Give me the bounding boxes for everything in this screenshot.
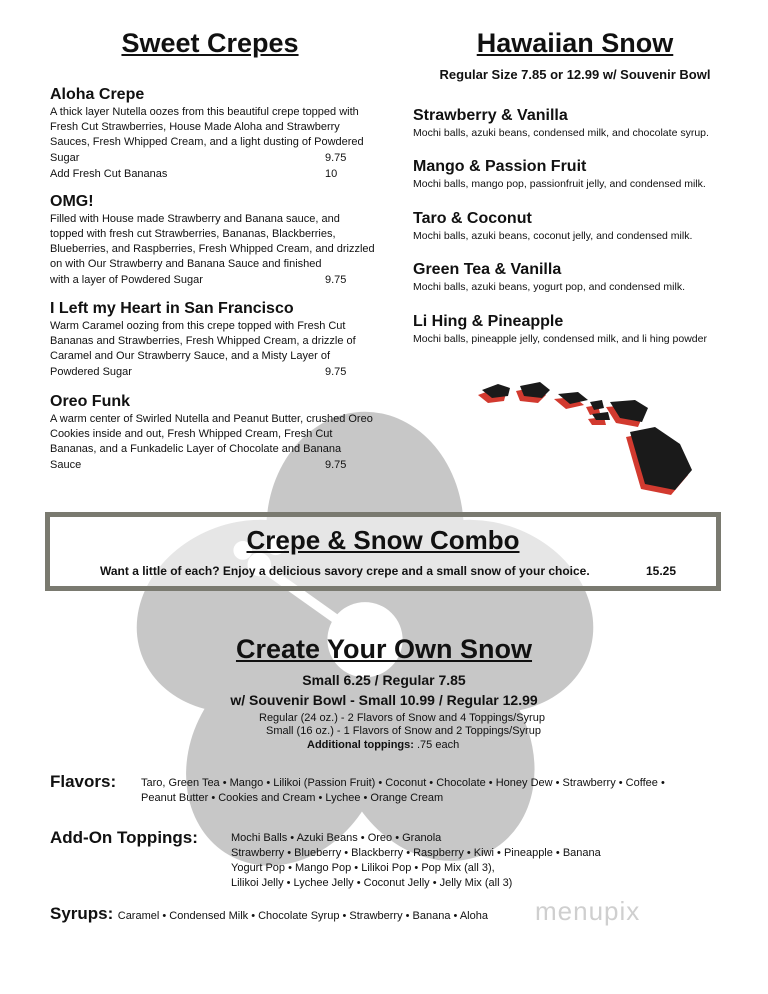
syrups-row xyxy=(50,904,488,924)
crepe-desc-tail: Sauce xyxy=(50,459,82,471)
toppings-line: Yogurt Pop • Mango Pop • Lilikoi Pop • Pop Mix (all 3), xyxy=(231,862,495,874)
toppings-list xyxy=(231,831,751,891)
crepe-price-row xyxy=(50,458,375,473)
crepe-price-row xyxy=(50,151,375,166)
snow-name: Mango & Passion Fruit xyxy=(413,158,587,175)
crepe-desc-tail: with a layer of Powdered Sugar xyxy=(50,274,203,286)
create-line2: w/ Souvenir Bowl - Small 10.99 / Regular 12.99 xyxy=(230,692,538,708)
additional-price: .75 each xyxy=(417,739,460,751)
crepe-name: OMG! xyxy=(50,193,94,210)
crepe-desc-tail: Powdered Sugar xyxy=(50,366,132,378)
combo-line xyxy=(100,564,676,578)
crepe-description: A thick layer Nutella oozes from this beautiful crepe topped with Fresh Cut Strawberries, House Made Aloha and Strawberry Sauces, Fresh Whipped Cream, and a light dusting of Powdered xyxy=(50,106,364,148)
snow-name: Green Tea & Vanilla xyxy=(413,261,562,278)
crepe-price: 9.75 xyxy=(325,274,347,286)
snow-item xyxy=(413,210,753,242)
create-line1: Small 6.25 / Regular 7.85 xyxy=(302,672,466,688)
crepe-item-aloha xyxy=(50,86,375,182)
combo-title: Crepe & Snow Combo xyxy=(246,525,520,555)
snow-description: Mochi balls, azuki beans, condensed milk, and chocolate syrup. xyxy=(413,127,709,139)
create-regular: Regular (24 oz.) - 2 Flavors of Snow and 4 Toppings/Syrup xyxy=(259,712,545,724)
create-small: Small (16 oz.) - 1 Flavors of Snow and 2 Toppings/Syrup xyxy=(266,725,541,737)
snow-item xyxy=(413,313,758,345)
flavors-line: Peanut Butter • Cookies and Cream • Lychee • Orange Cream xyxy=(141,792,444,804)
crepe-price: 9.75 xyxy=(325,459,347,471)
crepe-extra-row xyxy=(50,167,375,182)
toppings-line: Mochi Balls • Azuki Beans • Oreo • Granola xyxy=(231,832,442,844)
snow-description: Mochi balls, mango pop, passionfruit jelly, and condensed milk. xyxy=(413,178,706,190)
crepe-price-row xyxy=(50,365,375,380)
combo-box xyxy=(45,512,721,591)
sweet-crepes-title: Sweet Crepes xyxy=(121,28,299,58)
snow-description: Mochi balls, azuki beans, yogurt pop, and condensed milk. xyxy=(413,281,685,293)
snow-item xyxy=(413,107,753,139)
additional-label: Additional toppings: xyxy=(307,739,414,751)
snow-item xyxy=(413,261,753,293)
create-snow-title: Create Your Own Snow xyxy=(235,634,533,664)
crepe-name: Oreo Funk xyxy=(50,393,131,410)
snow-description: Mochi balls, pineapple jelly, condensed milk, and li hing powder xyxy=(413,333,707,345)
crepe-extra-price: 10 xyxy=(325,168,338,180)
crepe-price: 9.75 xyxy=(325,152,347,164)
crepe-desc-tail: Sugar xyxy=(50,152,80,164)
snow-item xyxy=(413,158,753,190)
crepe-description: Warm Caramel oozing from this crepe topped with Fresh Cut Bananas and Strawberries, Fresh Whipped Cream, a drizzle of Caramel and Our Strawberry Sauce, and a Misty Layer of xyxy=(50,320,356,362)
toppings-label: Add-On Toppings: xyxy=(50,828,198,847)
crepe-description: A warm center of Swirled Nutella and Peanut Butter, crushed Oreo Cookies inside and out, Fresh Whipped Cream, Fresh Cut Bananas, and a Funkadelic Layer of Chocolate and Banana xyxy=(50,413,373,455)
crepe-name: I Left my Heart in San Francisco xyxy=(50,300,294,317)
snow-name: Strawberry & Vanilla xyxy=(413,107,568,124)
flavors-label: Flavors: xyxy=(50,772,117,791)
hawaiian-snow-subtitle: Regular Size 7.85 or 12.99 w/ Souvenir Bowl xyxy=(439,67,711,82)
flavors-list xyxy=(141,776,751,806)
combo-description: Want a little of each? Enjoy a delicious savory crepe and a small snow of your choice. xyxy=(100,564,590,578)
crepe-item-san-francisco xyxy=(50,300,375,380)
crepe-price-row xyxy=(50,273,375,288)
crepe-description: Filled with House made Strawberry and Banana sauce, and topped with fresh cut Strawberries, Bananas, Blackberries, Blueberries, and Raspberries, Fresh Whipped Cream, and drizzled on with Our Strawberry and Banana Sauce and finished xyxy=(50,213,375,270)
combo-price: 15.25 xyxy=(645,564,676,578)
snow-name: Taro & Coconut xyxy=(413,210,532,227)
hawaiian-snow-title: Hawaiian Snow xyxy=(476,28,674,58)
menupix-watermark: menupix xyxy=(535,896,641,926)
crepe-price: 9.75 xyxy=(325,366,347,378)
crepe-extra: Add Fresh Cut Bananas xyxy=(50,168,168,180)
hawaiian-islands-map xyxy=(470,372,710,502)
create-additional xyxy=(307,739,459,751)
snow-description: Mochi balls, azuki beans, coconut jelly, and condensed milk. xyxy=(413,230,693,242)
syrups-label: Syrups: xyxy=(50,904,114,923)
flavors-line: Taro, Green Tea • Mango • Lilikoi (Passion Fruit) • Coconut • Chocolate • Honey Dew • Strawberry • Coffee • xyxy=(141,777,665,789)
toppings-line: Lilikoi Jelly • Lychee Jelly • Coconut Jelly • Jelly Mix (all 3) xyxy=(231,877,513,889)
snow-name: Li Hing & Pineapple xyxy=(413,313,564,330)
toppings-line: Strawberry • Blueberry • Blackberry • Raspberry • Kiwi • Pineapple • Banana xyxy=(231,847,601,859)
crepe-item-omg xyxy=(50,193,375,288)
crepe-item-oreo-funk xyxy=(50,393,375,473)
crepe-name: Aloha Crepe xyxy=(50,86,145,103)
syrups-list: Caramel • Condensed Milk • Chocolate Syrup • Strawberry • Banana • Aloha xyxy=(117,910,488,922)
